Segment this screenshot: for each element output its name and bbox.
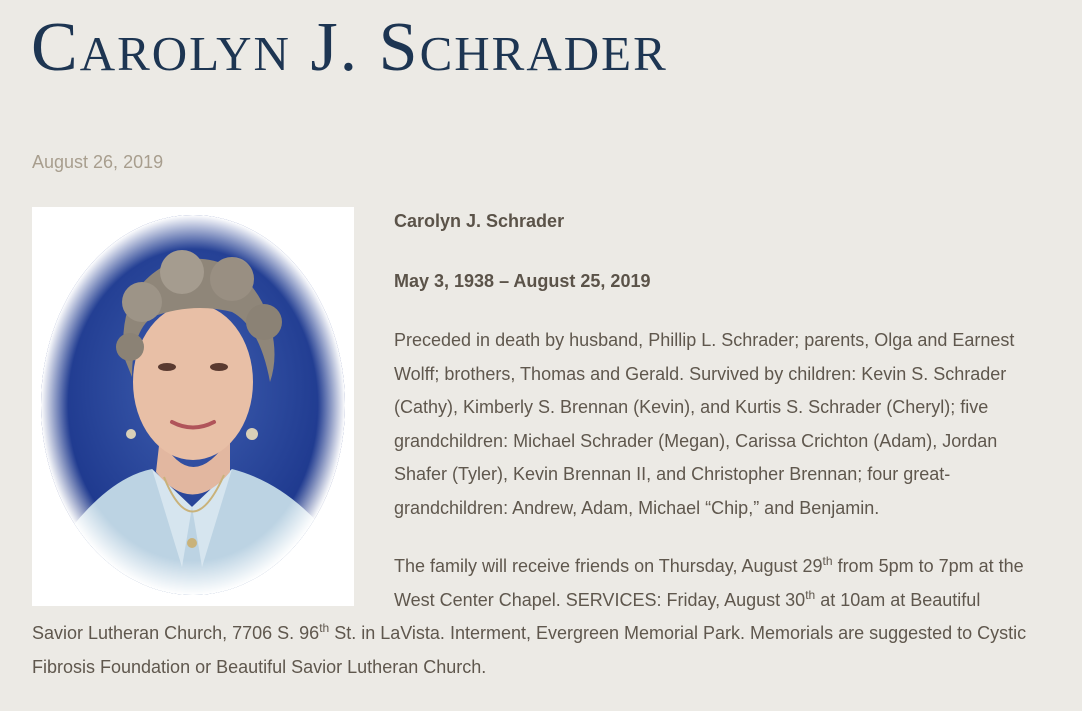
post-date: August 26, 2019	[32, 152, 164, 172]
page-title: Carolyn J. Schrader	[31, 9, 668, 86]
portrait-photo	[32, 207, 354, 606]
services-text-2: from 5pm to 7pm at the West Center Chapel. SERVICES: Friday, August 30	[394, 556, 1024, 610]
services-sup-3: th	[319, 621, 330, 635]
obituary-name: Carolyn J. Schrader	[394, 211, 565, 231]
obituary-content	[32, 207, 1032, 709]
services-sup-1: th	[822, 554, 833, 568]
services-text-3: at 10am at Beautiful Savior Lutheran Church, 7706 S. 96	[32, 589, 981, 643]
family-paragraph: Preceded in death by husband, Phillip L. Schrader; parents, Olga and Earnest Wolff; brothers, Thomas and Gerald. Survived by children: Kevin S. Schrader (Cathy), Kimberly S. Brennan (Kevin), and Kurtis S. Schrader (Cheryl); five grandchildren: Michael Schrader (Megan), Carissa Crichton (Adam), Jordan Shafer (Tyler), Kevin Brennan II, and Christopher Brennan; four great-grandchildren: Andrew, Adam, Michael “Chip,” and Benjamin.	[394, 330, 1015, 518]
services-text-1: The family will receive friends on Thursday, August 29	[394, 556, 823, 576]
portrait-illustration	[32, 207, 354, 606]
obituary-lifespan: May 3, 1938 – August 25, 2019	[394, 270, 651, 291]
services-text-4: St. in LaVista. Interment, Evergreen Memorial Park. Memorials are suggested to Cystic Fibrosis Foundation or Beautiful Savior Lutheran Church.	[32, 623, 1027, 677]
services-sup-2: th	[805, 587, 816, 602]
